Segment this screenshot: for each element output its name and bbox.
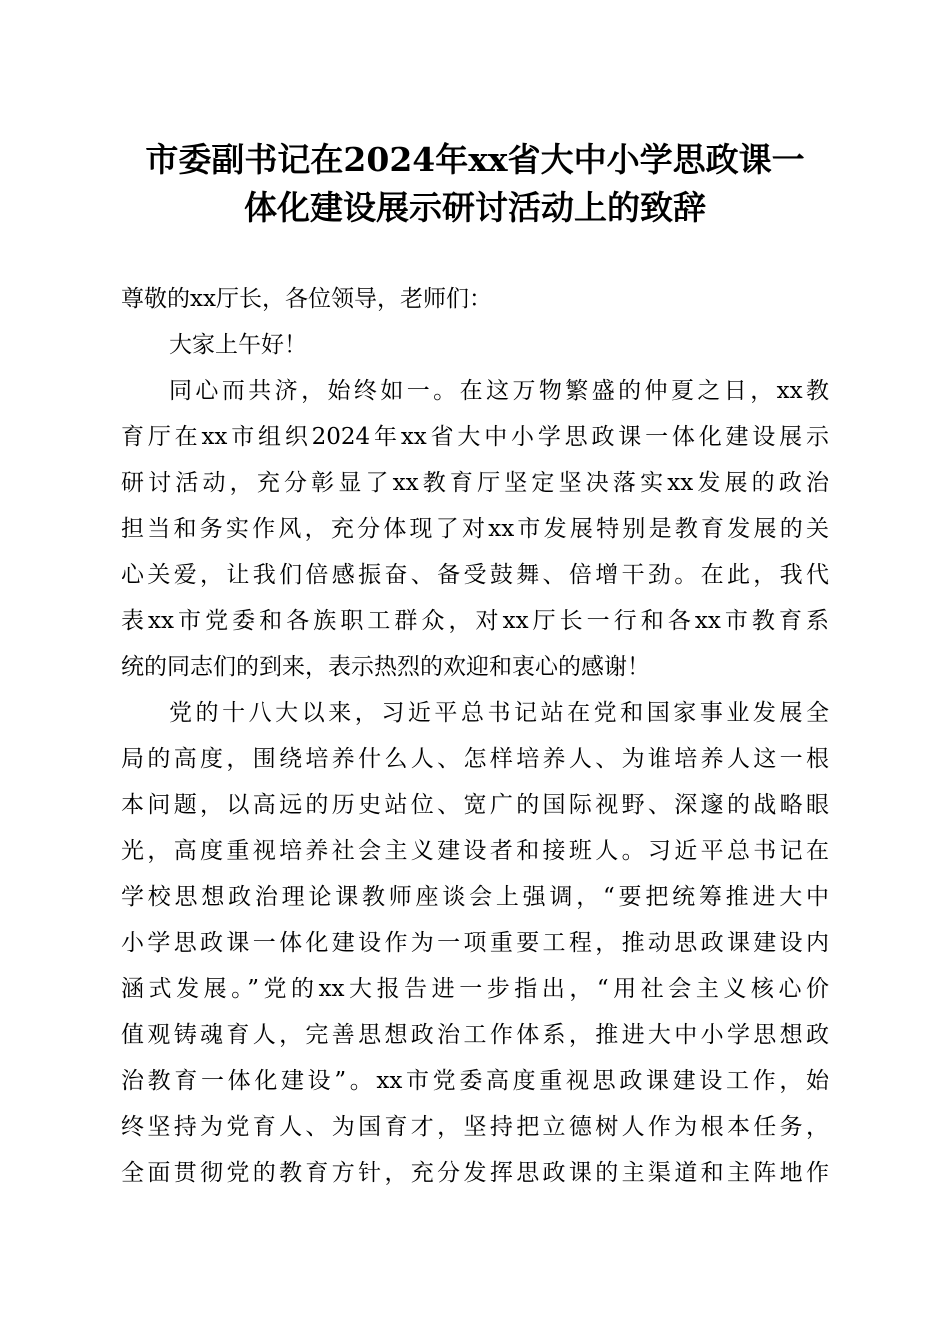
paragraph-2-line: 本问题，以高远的历史站位、宽广的国际视野、深邃的战略眼: [121, 792, 829, 818]
paragraph-1-line: 心关爱，让我们倍感振奋、备受鼓舞、倍增干劲。在此，我代: [121, 562, 829, 588]
title-line-2: 体化建设展示研讨活动上的致辞: [244, 188, 706, 227]
paragraph-2-line: 小学思政课一体化建设作为一项重要工程，推动思政课建设内: [121, 930, 829, 956]
paragraph-2-line: 光，高度重视培养社会主义建设者和接班人。习近平总书记在: [121, 838, 829, 864]
paragraph-2: [121, 690, 829, 1196]
paragraph-1-line: 担当和务实作风，充分体现了对xx市发展特别是教育发展的关: [121, 516, 829, 542]
paragraph-2-line: 局的高度，围绕培养什么人、怎样培养人、为谁培养人这一根: [121, 746, 829, 772]
paragraph-2-line: 党的十八大以来，习近平总书记站在党和国家事业发展全: [169, 700, 829, 726]
paragraph-2-line: 终坚持为党育人、为国育才，坚持把立德树人作为根本任务，: [121, 1114, 829, 1140]
title-line-1: 市委副书记在2024年xx省大中小学思政课一: [145, 140, 805, 179]
paragraph-1-line: 育厅在xx市组织2024年xx省大中小学思政课一体化建设展示: [121, 424, 829, 450]
paragraph-1: [121, 368, 829, 690]
paragraph-2-line: 治教育一体化建设”。xx市党委高度重视思政课建设工作，始: [121, 1068, 829, 1094]
paragraph-2-line: 值观铸魂育人，完善思想政治工作体系，推进大中小学思想政: [121, 1022, 829, 1048]
paragraph-2-line: 涵式发展。”党的xx大报告进一步指出，“用社会主义核心价: [121, 976, 829, 1002]
document-body: [121, 276, 829, 1196]
document-title: [100, 136, 850, 232]
salutation: 尊敬的xx厅长，各位领导，老师们：: [121, 286, 492, 312]
paragraph-1-line: 研讨活动，充分彰显了xx教育厅坚定坚决落实xx发展的政治: [121, 470, 829, 496]
greeting: 大家上午好！: [169, 332, 307, 358]
paragraph-1-line: 统的同志们的到来，表示热烈的欢迎和衷心的感谢！: [121, 654, 650, 680]
paragraph-2-line: 全面贯彻党的教育方针，充分发挥思政课的主渠道和主阵地作: [121, 1160, 829, 1186]
paragraph-1-line: 表xx市党委和各族职工群众，对xx厅长一行和各xx市教育系: [121, 608, 829, 634]
paragraph-1-line: 同心而共济，始终如一。在这万物繁盛的仲夏之日，xx教: [169, 378, 829, 404]
paragraph-2-line: 学校思想政治理论课教师座谈会上强调，“要把统筹推进大中: [121, 884, 829, 910]
